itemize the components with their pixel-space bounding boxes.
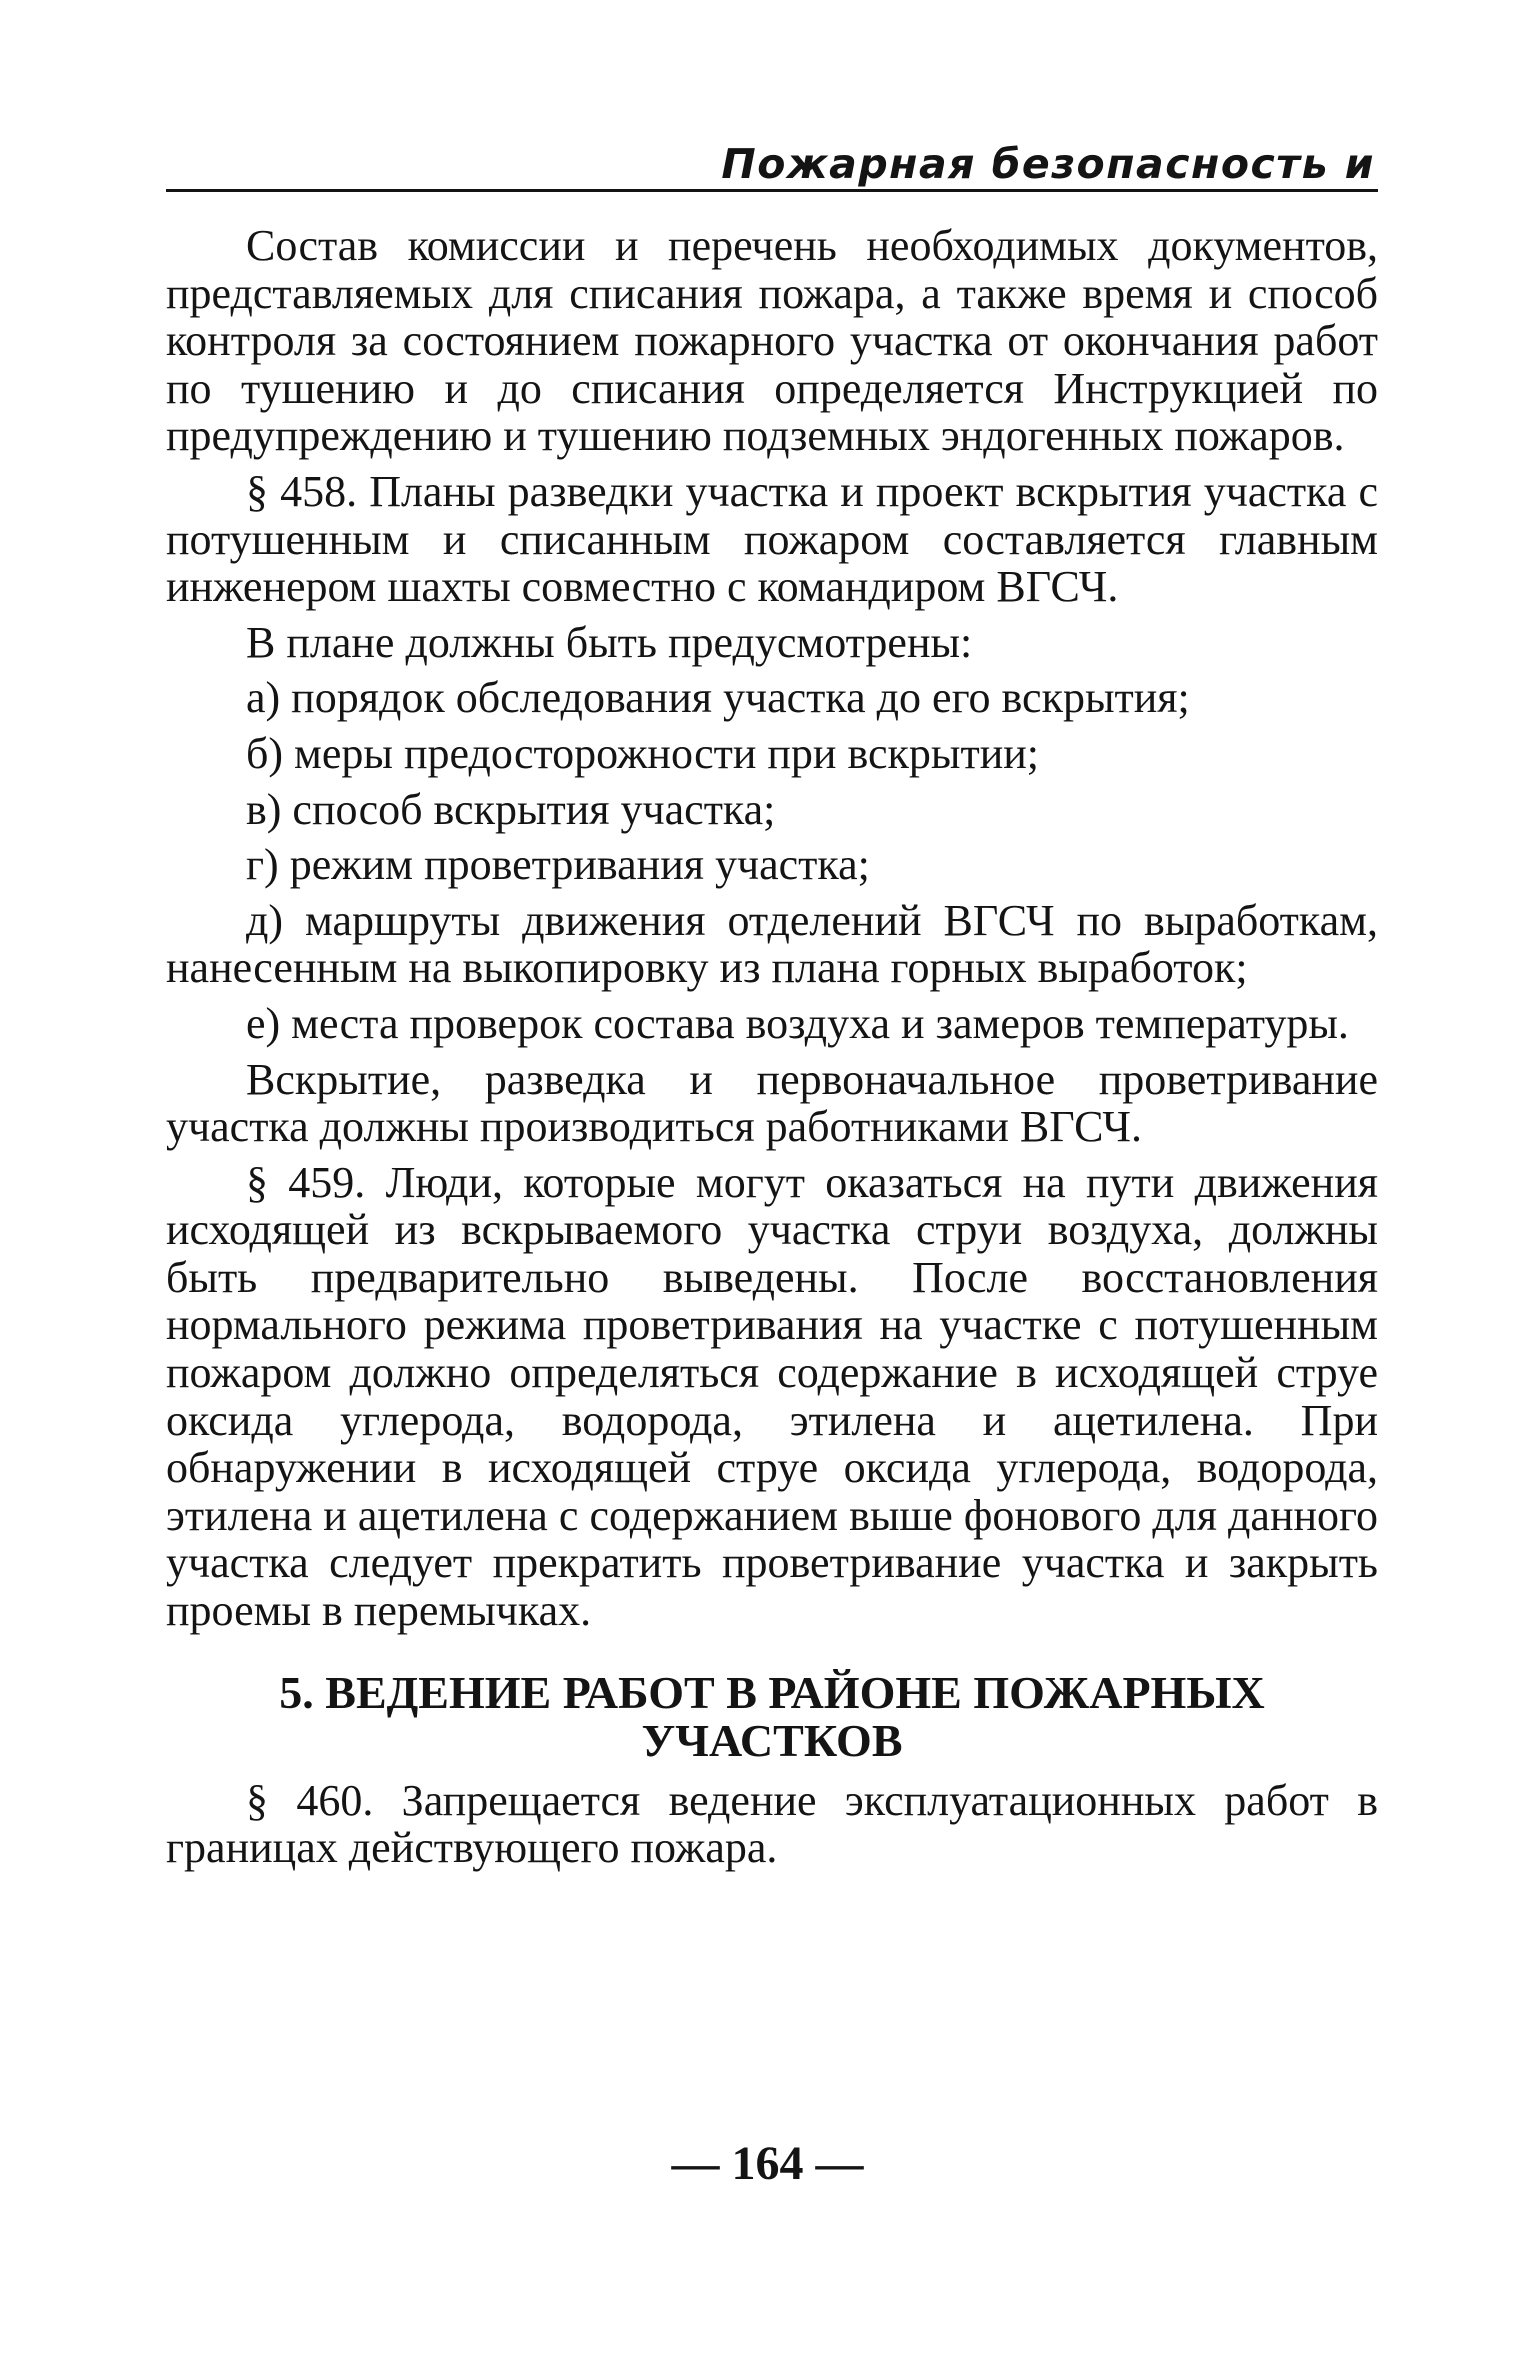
paragraph-458: § 458. Планы разведки участка и проект вскрытия участка с потушенным и списанным пожаром составляется главным инженером шахты совместно с командиром ВГСЧ.: [166, 466, 1378, 612]
body-text: [166, 222, 1378, 1880]
paragraph-plan-intro: В плане должны быть предусмотрены:: [246, 617, 973, 667]
section-heading-line-2: УЧАСТКОВ: [641, 1714, 903, 1766]
list-item-v: в) способ вскрытия участка;: [246, 784, 776, 834]
paragraph-commission: Состав комиссии и перечень необходимых документов, представляемых для списания пожара, а также время и способ контроля за состоянием пожарного участка от окончания работ по тушению и до списания определяется Инструкцией по предупреждению и тушению подземных эндогенных пожаров.: [166, 221, 1378, 461]
paragraph-opening: Вскрытие, разведка и первоначальное проветривание участка должны производиться работниками ВГСЧ.: [166, 1054, 1378, 1152]
running-head: Пожарная безопасность и: [721, 140, 1375, 188]
list-item-b: б) меры предосторожности при вскрытии;: [246, 728, 1040, 778]
header-rule: [166, 189, 1378, 192]
section-heading-line-1: 5. ВЕДЕНИЕ РАБОТ В РАЙОНЕ ПОЖАРНЫХ: [279, 1666, 1265, 1718]
paragraph-460: § 460. Запрещается ведение эксплуатационных работ в границах действующего пожара.: [166, 1775, 1378, 1873]
section-heading: [166, 1666, 1378, 1766]
list-item-e: е) места проверок состава воздуха и замеров температуры.: [246, 998, 1349, 1048]
list-item-g: г) режим проветривания участка;: [246, 840, 870, 890]
list-item-d: д) маршруты движения отделений ВГСЧ по выработкам, нанесенным на выкопировку из плана горных выработок;: [166, 895, 1378, 993]
page-number: — 164 —: [671, 2137, 864, 2190]
paragraph-459: § 459. Люди, которые могут оказаться на пути движения исходящей из вскрываемого участка струи воздуха, должны быть предварительно выведены. После восстановления нормального режима проветривания на участке с потушенным пожаром должно определяться содержание в исходящей струе оксида углерода, водорода, этилена и ацетилена. При обнаружении в исходящей струе оксида углерода, водорода, этилена и ацетилена с содержанием выше фонового для данного участка следует прекратить проветривание участка и закрыть проемы в перемычках.: [166, 1157, 1378, 1636]
list-item-a: а) порядок обследования участка до его вскрытия;: [246, 673, 1190, 723]
